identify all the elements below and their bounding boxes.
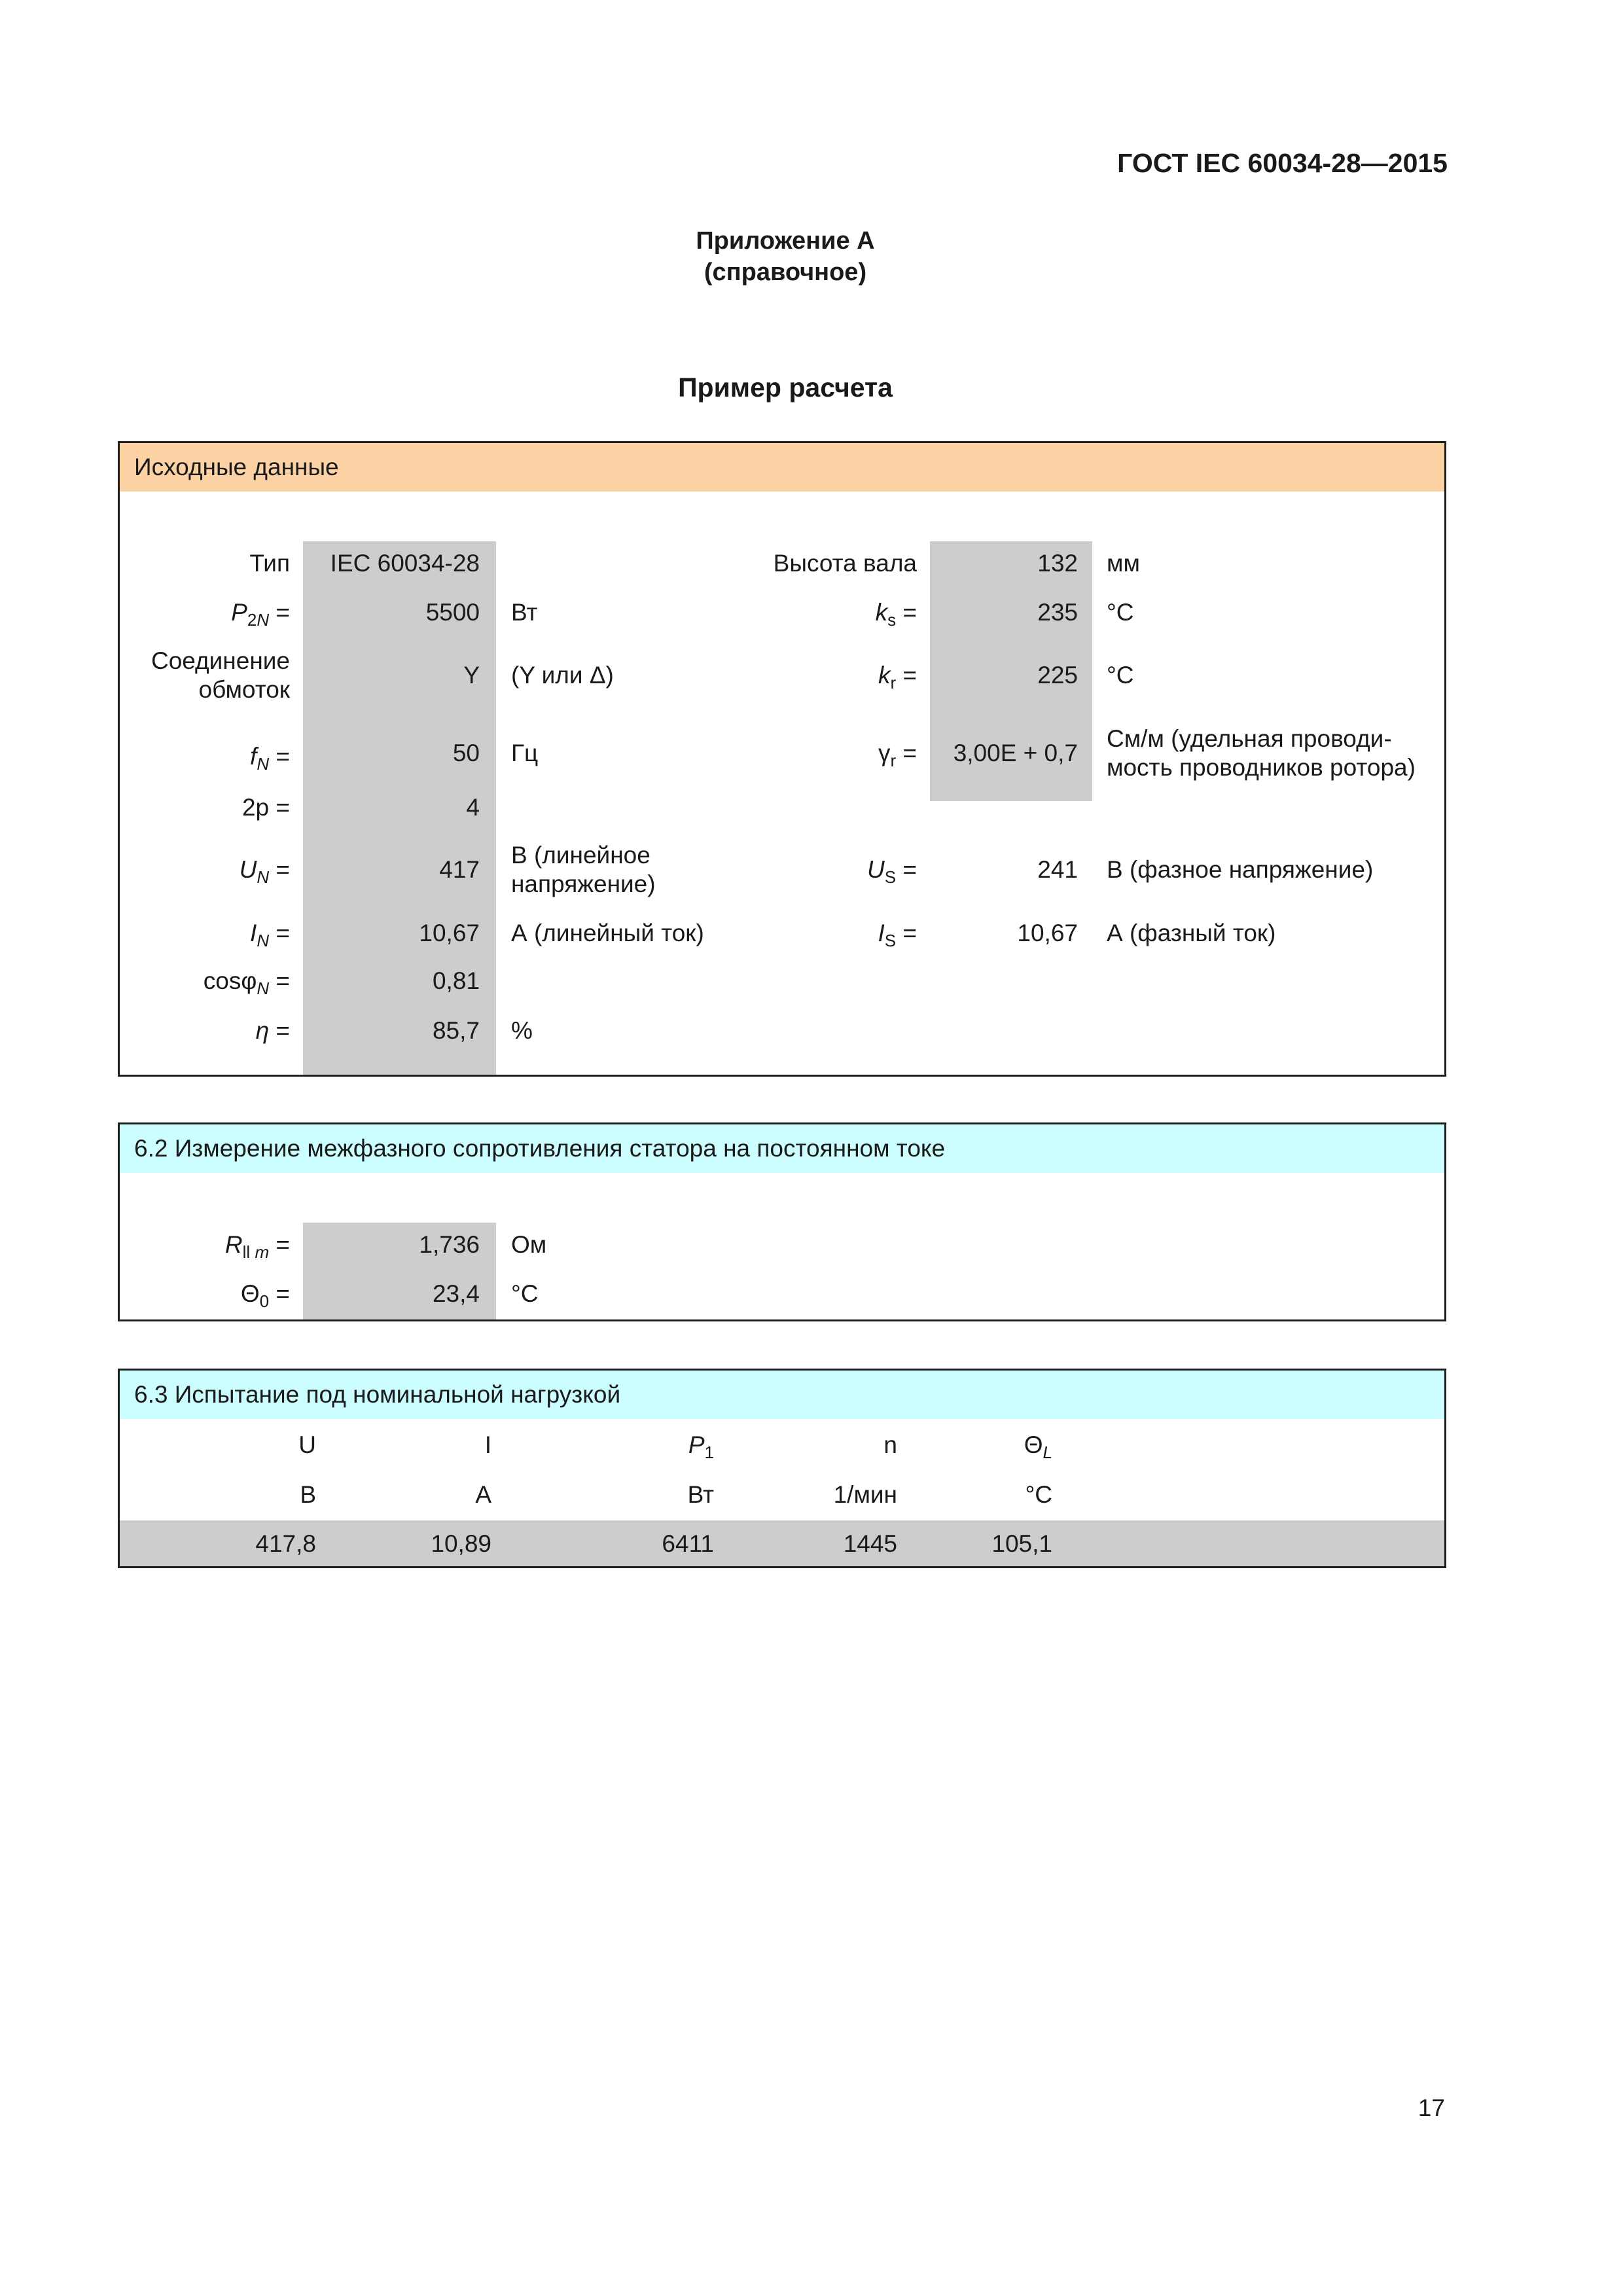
resistance-panel (118, 1122, 1446, 1321)
input-data-heading: Исходные данные (120, 443, 1444, 492)
un-value: 417 (439, 856, 480, 883)
resistance-heading: 6.2 Измерение межфазного сопротивления статора на постоянном токе (120, 1124, 1444, 1173)
un-label: $U_N$ = (239, 856, 290, 887)
page-number: 17 (1418, 2094, 1445, 2121)
efficiency-unit: % (511, 1017, 533, 1044)
fn-unit: Гц (511, 740, 539, 766)
gamma-label: $\gamma_r$ = (878, 740, 917, 770)
theta0-label: $\Theta_0$ = (240, 1280, 290, 1311)
pole-pairs-label: 2p = (241, 794, 290, 821)
example-title: Пример расчета (678, 372, 893, 403)
resistance-label: $R_{ll m}$ = (224, 1231, 290, 1262)
kr-unit: °C (1107, 662, 1134, 689)
load-test-values-row (120, 1520, 1444, 1568)
efficiency-value: 85,7 (432, 1017, 480, 1044)
value-speed: 1445 (843, 1530, 897, 1557)
connection-label: Соединение обмоток (151, 647, 290, 703)
cos-phi-label: cosφ$_N$ = (203, 967, 290, 998)
input-data-panel (118, 441, 1446, 1077)
is-value: 10,67 (1017, 920, 1078, 946)
in-unit: А (линейный ток) (511, 920, 704, 946)
col-symbol-current: I (484, 1431, 491, 1458)
ks-value: 235 (1037, 599, 1078, 626)
value-temperature: 105,1 (991, 1530, 1052, 1557)
load-test-heading: 6.3 Испытание под номинальной нагрузкой (120, 1371, 1444, 1419)
us-unit: В (фазное напряжение) (1107, 856, 1374, 883)
col-symbol-speed: n (883, 1431, 897, 1458)
col-unit-voltage: В (300, 1481, 316, 1508)
efficiency-label: η = (255, 1017, 290, 1044)
col-symbol-temperature: $\Theta_L$ (1024, 1431, 1052, 1462)
type-value: IEC 60034-28 (330, 550, 480, 577)
in-label: $I_N$ = (250, 920, 290, 950)
is-unit: А (фазный ток) (1107, 920, 1276, 946)
col-unit-speed: 1/мин (833, 1481, 897, 1508)
ks-unit: °C (1107, 599, 1134, 626)
col-unit-power: Вт (687, 1481, 714, 1508)
value-power: 6411 (662, 1530, 714, 1557)
pole-pairs-value: 4 (466, 794, 480, 821)
col-unit-temperature: °C (1025, 1481, 1052, 1508)
theta0-unit: °C (511, 1280, 539, 1307)
shaft-height-label: Высота вала (773, 550, 917, 577)
value-current: 10,89 (431, 1530, 491, 1557)
resistance-unit: Ом (511, 1231, 547, 1258)
fn-value: 50 (452, 740, 480, 766)
kr-label: $k_r$ = (878, 662, 917, 692)
gamma-unit: См/м (удельная проводи- мость проводников ротора) (1107, 725, 1416, 781)
fn-label: $f_N$ = (250, 743, 290, 774)
annex-title: Приложение А (696, 227, 875, 255)
shaft-height-value: 132 (1037, 550, 1078, 577)
in-value: 10,67 (419, 920, 480, 946)
document-code: ГОСТ IEC 60034-28—2015 (1117, 148, 1448, 178)
p2n-unit: Вт (511, 599, 538, 626)
connection-unit: (Y или Δ) (511, 662, 614, 689)
p2n-label: $P_{2N}$ = (231, 599, 290, 630)
connection-value: Y (463, 662, 480, 689)
un-unit: В (линейное напряжение) (511, 842, 656, 897)
gamma-value: 3,00E + 0,7 (953, 740, 1078, 766)
type-label: Тип (249, 550, 290, 577)
p2n-value: 5500 (425, 599, 480, 626)
kr-value: 225 (1037, 662, 1078, 689)
shaft-height-unit: мм (1107, 550, 1140, 577)
theta0-value: 23,4 (432, 1280, 480, 1307)
load-test-panel (118, 1369, 1446, 1568)
value-voltage: 417,8 (255, 1530, 316, 1557)
col-symbol-voltage: U (298, 1431, 316, 1458)
resistance-value: 1,736 (419, 1231, 480, 1258)
us-label: $U_S$ = (867, 856, 917, 887)
us-value: 241 (1037, 856, 1078, 883)
cos-phi-value: 0,81 (432, 967, 480, 994)
annex-heading (419, 225, 1152, 288)
col-unit-current: А (475, 1481, 491, 1508)
is-label: $I_S$ = (878, 920, 917, 950)
annex-subtitle: (справочное) (704, 259, 867, 286)
col-symbol-power: $P_1$ (688, 1431, 714, 1462)
ks-label: $k_s$ = (875, 599, 917, 630)
